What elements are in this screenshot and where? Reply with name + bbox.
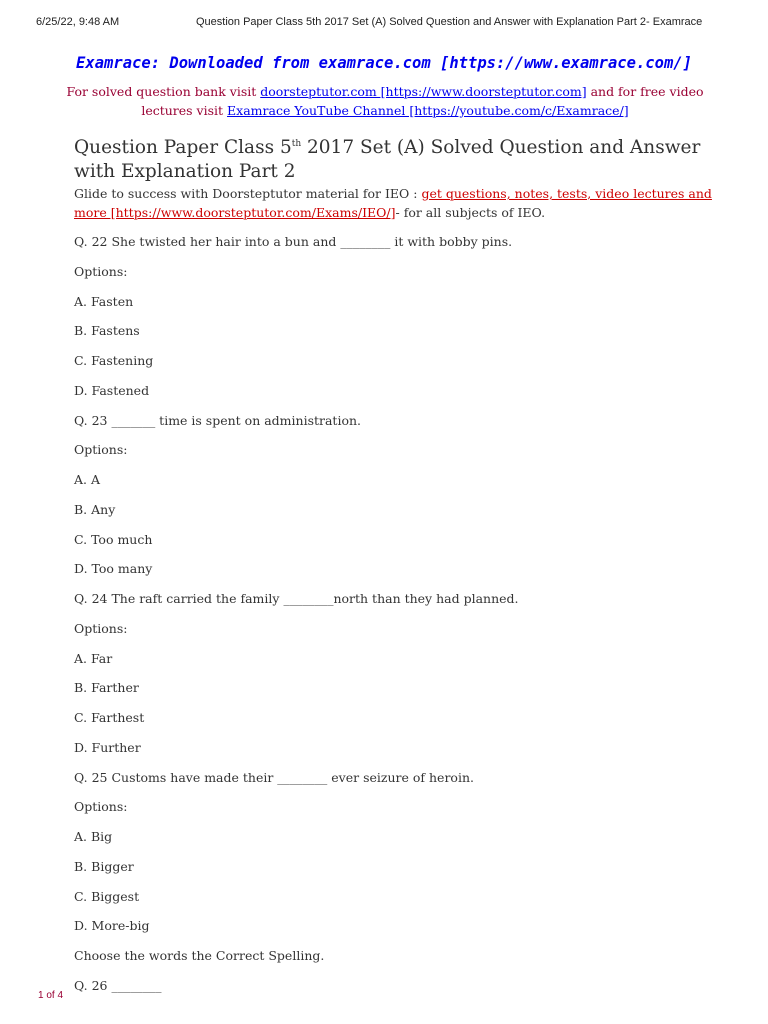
options-label: Options: (74, 799, 128, 815)
title-superscript: th (291, 139, 302, 149)
option-item: A. Fasten (74, 293, 134, 309)
option-item: C. Farthest (74, 710, 145, 726)
print-datetime: 6/25/22, 9:48 AM (36, 16, 120, 28)
option-item: D. Further (74, 739, 141, 755)
option-item: C. Too much (74, 531, 153, 547)
promo-part2: and for free video lectures visit (141, 84, 704, 118)
option-item: B. Bigger (74, 858, 134, 874)
doorsteptutor-link[interactable]: doorsteptutor.com [https://www.doorsteptutor.com] (260, 84, 587, 99)
instruction-line: Choose the words the Correct Spelling. (74, 948, 325, 964)
page-indicator: 1 of 4 (38, 990, 64, 1001)
option-item: D. Too many (74, 561, 153, 577)
option-item: A. A (74, 472, 101, 488)
promo-part1: For solved question bank visit (66, 84, 261, 99)
options-label: Options: (74, 620, 128, 636)
option-item: C. Biggest (74, 888, 140, 904)
glide-suffix: - for all subjects of IEO. (395, 205, 546, 220)
options-label: Options: (74, 442, 128, 458)
option-item: D. Fastened (74, 382, 150, 398)
options-label: Options: (74, 263, 128, 279)
option-item: A. Big (74, 829, 113, 845)
print-page-title: Question Paper Class 5th 2017 Set (A) Solved Question and Answer with Explanation Part 2- Examrace (196, 16, 703, 28)
question-line: Q. 25 Customs have made their ________ ever seizure of heroin. (74, 769, 474, 785)
source-banner: Examrace: Downloaded from examrace.com [https://www.examrace.com/] (76, 54, 692, 72)
option-item: B. Farther (74, 680, 139, 696)
option-item: B. Any (74, 501, 116, 517)
title-part1: Question Paper Class 5 (74, 137, 292, 159)
promo-text (60, 82, 710, 120)
youtube-channel-link[interactable]: Examrace YouTube Channel [https://youtube.com/c/Examrace/] (227, 103, 629, 118)
question-line: Q. 23 _______ time is spent on administration. (74, 412, 362, 428)
option-item: C. Fastening (74, 353, 154, 369)
option-item: A. Far (74, 650, 113, 666)
glide-text: Glide to success with Doorsteptutor material for IEO : (74, 186, 422, 201)
question-line: Q. 22 She twisted her hair into a bun and ________ it with bobby pins. (74, 234, 513, 249)
ieo-material-link[interactable]: get questions, notes, tests, video lectures and more [https://www.doorsteptutor.com/Exams/IEO/] (74, 186, 712, 220)
page-title (74, 132, 714, 184)
question-line: Q. 26 ________ (74, 978, 162, 993)
question-line: Q. 24 The raft carried the family ________north than they had planned. (74, 591, 519, 607)
option-item: B. Fastens (74, 323, 140, 339)
glide-paragraph (74, 184, 714, 222)
title-part2: 2017 Set (A) Solved Question and Answer with Explanation Part 2 (74, 137, 701, 183)
option-item: D. More-big (74, 918, 150, 934)
